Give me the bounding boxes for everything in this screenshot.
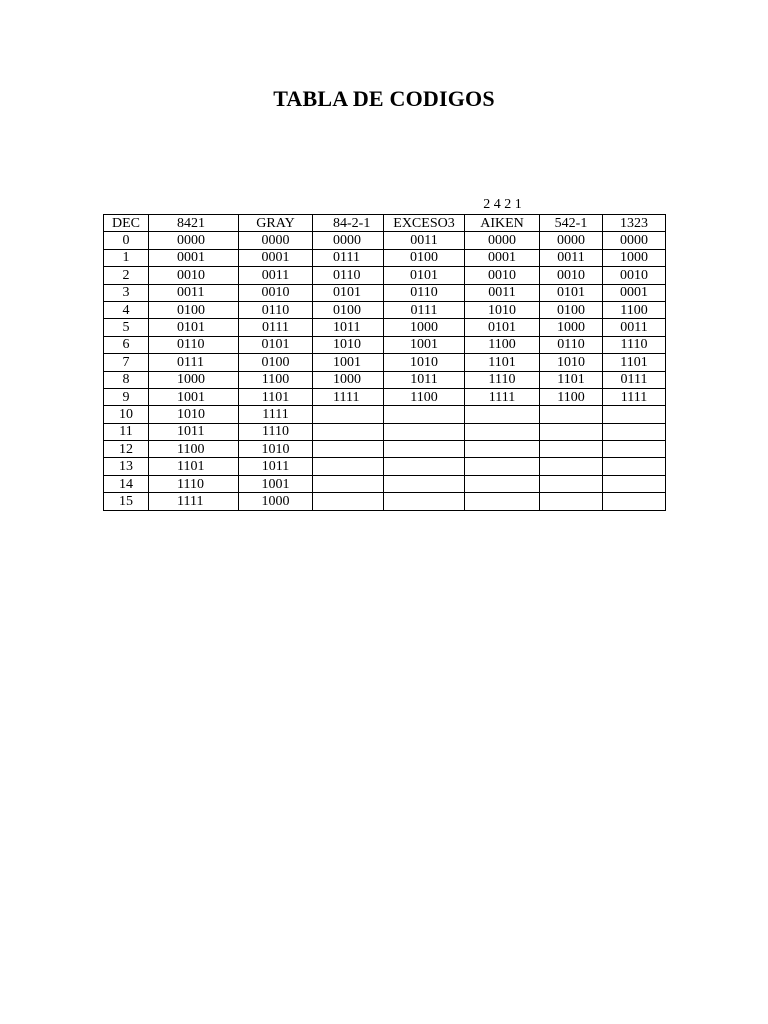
table-row bbox=[104, 388, 666, 405]
table-cell: 1110 bbox=[239, 423, 313, 440]
table-cell bbox=[603, 458, 666, 475]
column-header: 1323 bbox=[603, 215, 666, 232]
table-cell: 0010 bbox=[603, 267, 666, 284]
table-cell: 0111 bbox=[149, 354, 239, 371]
table-cell: 1101 bbox=[540, 371, 603, 388]
table-cell: 1010 bbox=[540, 354, 603, 371]
table-cell bbox=[540, 406, 603, 423]
table-cell: 1010 bbox=[465, 301, 540, 318]
table-cell: 0000 bbox=[149, 232, 239, 249]
table-cell: 1001 bbox=[149, 388, 239, 405]
table-row bbox=[104, 249, 666, 266]
table-cell: 1001 bbox=[313, 354, 384, 371]
table-cell: 12 bbox=[104, 441, 149, 458]
table-cell: 0110 bbox=[313, 267, 384, 284]
table-cell: 0100 bbox=[540, 301, 603, 318]
table-row bbox=[104, 336, 666, 353]
table-cell: 13 bbox=[104, 458, 149, 475]
table-cell: 0000 bbox=[313, 232, 384, 249]
table-cell: 1100 bbox=[149, 441, 239, 458]
table-cell: 0011 bbox=[149, 284, 239, 301]
table-cell: 1000 bbox=[149, 371, 239, 388]
table-row bbox=[104, 406, 666, 423]
table-cell bbox=[465, 493, 540, 510]
column-header: EXCESO3 bbox=[384, 215, 465, 232]
page-title: TABLA DE CODIGOS bbox=[273, 86, 495, 111]
table-cell: 0000 bbox=[540, 232, 603, 249]
table-cell: 1111 bbox=[313, 388, 384, 405]
table-cell: 14 bbox=[104, 475, 149, 492]
table-cell: 11 bbox=[104, 423, 149, 440]
table-cell: 0010 bbox=[465, 267, 540, 284]
table-cell: 0010 bbox=[540, 267, 603, 284]
table-cell bbox=[540, 458, 603, 475]
table-row bbox=[104, 458, 666, 475]
table-cell: 1111 bbox=[603, 388, 666, 405]
table-cell: 0011 bbox=[465, 284, 540, 301]
table-cell: 0001 bbox=[603, 284, 666, 301]
table-cell: 0000 bbox=[603, 232, 666, 249]
table-cell: 1010 bbox=[313, 336, 384, 353]
column-header: 84-2-1 bbox=[313, 215, 384, 232]
table-cell: 0100 bbox=[384, 249, 465, 266]
table-cell: 0101 bbox=[149, 319, 239, 336]
table-cell: 0000 bbox=[239, 232, 313, 249]
table-cell: 1001 bbox=[239, 475, 313, 492]
code-table bbox=[103, 214, 666, 511]
table-cell: 1010 bbox=[384, 354, 465, 371]
table-row bbox=[104, 232, 666, 249]
table-cell: 0101 bbox=[239, 336, 313, 353]
table-cell bbox=[603, 406, 666, 423]
table-cell: 0101 bbox=[384, 267, 465, 284]
table-cell: 0110 bbox=[149, 336, 239, 353]
table-cell bbox=[603, 475, 666, 492]
table-row bbox=[104, 319, 666, 336]
table-cell bbox=[465, 406, 540, 423]
table-cell bbox=[540, 441, 603, 458]
table-cell bbox=[313, 441, 384, 458]
table-cell bbox=[384, 458, 465, 475]
table-cell: 1111 bbox=[465, 388, 540, 405]
table-cell: 3 bbox=[104, 284, 149, 301]
table-cell: 1100 bbox=[540, 388, 603, 405]
table-cell: 5 bbox=[104, 319, 149, 336]
table-cell bbox=[540, 423, 603, 440]
column-header: DEC bbox=[104, 215, 149, 232]
table-row bbox=[104, 475, 666, 492]
table-cell: 1000 bbox=[603, 249, 666, 266]
table-cell: 1000 bbox=[313, 371, 384, 388]
table-cell: 10 bbox=[104, 406, 149, 423]
table-cell: 4 bbox=[104, 301, 149, 318]
table-row bbox=[104, 441, 666, 458]
table-cell: 0 bbox=[104, 232, 149, 249]
table-cell bbox=[540, 475, 603, 492]
table-cell: 1011 bbox=[149, 423, 239, 440]
table-cell: 0011 bbox=[540, 249, 603, 266]
table-cell bbox=[465, 441, 540, 458]
table-cell: 1011 bbox=[313, 319, 384, 336]
table-cell: 1100 bbox=[384, 388, 465, 405]
table-cell: 1010 bbox=[239, 441, 313, 458]
header-row bbox=[104, 215, 666, 232]
table-cell: 1000 bbox=[384, 319, 465, 336]
table-cell: 0011 bbox=[384, 232, 465, 249]
table-cell: 0100 bbox=[313, 301, 384, 318]
table-cell: 0100 bbox=[239, 354, 313, 371]
table-cell: 0111 bbox=[384, 301, 465, 318]
column-header: AIKEN bbox=[465, 215, 540, 232]
table-cell bbox=[603, 441, 666, 458]
table-cell: 1101 bbox=[603, 354, 666, 371]
table-cell: 0111 bbox=[313, 249, 384, 266]
table-cell bbox=[313, 458, 384, 475]
table-cell: 1100 bbox=[603, 301, 666, 318]
table-cell: 0001 bbox=[149, 249, 239, 266]
table-cell: 1101 bbox=[465, 354, 540, 371]
table-cell bbox=[313, 493, 384, 510]
table-cell bbox=[465, 475, 540, 492]
table-cell: 1100 bbox=[465, 336, 540, 353]
table-cell: 0001 bbox=[465, 249, 540, 266]
table-cell: 0110 bbox=[540, 336, 603, 353]
table-cell: 0100 bbox=[149, 301, 239, 318]
table-cell: 0110 bbox=[384, 284, 465, 301]
table-cell: 1111 bbox=[149, 493, 239, 510]
table-cell: 0111 bbox=[239, 319, 313, 336]
table-cell: 0001 bbox=[239, 249, 313, 266]
table-cell bbox=[384, 423, 465, 440]
table-cell bbox=[540, 493, 603, 510]
table-cell bbox=[384, 493, 465, 510]
table-cell: 1011 bbox=[384, 371, 465, 388]
table-cell: 1101 bbox=[149, 458, 239, 475]
table-cell: 2 bbox=[104, 267, 149, 284]
table-cell bbox=[313, 423, 384, 440]
table-cell: 1110 bbox=[465, 371, 540, 388]
table-cell: 0010 bbox=[239, 284, 313, 301]
table-cell: 0011 bbox=[239, 267, 313, 284]
table-row bbox=[104, 371, 666, 388]
table-cell: 0011 bbox=[603, 319, 666, 336]
table-cell: 15 bbox=[104, 493, 149, 510]
table-cell: 1000 bbox=[239, 493, 313, 510]
table-cell: 0101 bbox=[465, 319, 540, 336]
table-cell bbox=[465, 458, 540, 475]
table-cell: 0000 bbox=[465, 232, 540, 249]
table-cell bbox=[313, 475, 384, 492]
aiken-weights-label: 2 4 2 1 bbox=[483, 197, 522, 212]
table-cell: 1011 bbox=[239, 458, 313, 475]
table-cell bbox=[465, 423, 540, 440]
table-cell bbox=[384, 475, 465, 492]
table-cell: 8 bbox=[104, 371, 149, 388]
table-row bbox=[104, 493, 666, 510]
column-header: 8421 bbox=[149, 215, 239, 232]
table-cell: 6 bbox=[104, 336, 149, 353]
table-cell bbox=[384, 441, 465, 458]
table-row bbox=[104, 423, 666, 440]
table-cell: 1001 bbox=[384, 336, 465, 353]
table-row bbox=[104, 301, 666, 318]
column-header: GRAY bbox=[239, 215, 313, 232]
column-header: 542-1 bbox=[540, 215, 603, 232]
table-cell: 1010 bbox=[149, 406, 239, 423]
table-cell: 1110 bbox=[603, 336, 666, 353]
table-cell bbox=[603, 493, 666, 510]
table-cell: 0101 bbox=[540, 284, 603, 301]
table-cell: 1 bbox=[104, 249, 149, 266]
table-cell: 0010 bbox=[149, 267, 239, 284]
table-cell bbox=[313, 406, 384, 423]
table-cell bbox=[603, 423, 666, 440]
table-cell: 0110 bbox=[239, 301, 313, 318]
table-cell: 1101 bbox=[239, 388, 313, 405]
table-cell: 1110 bbox=[149, 475, 239, 492]
table-row bbox=[104, 284, 666, 301]
table-cell: 9 bbox=[104, 388, 149, 405]
table-cell bbox=[384, 406, 465, 423]
table-row bbox=[104, 354, 666, 371]
table-cell: 1111 bbox=[239, 406, 313, 423]
table-cell: 1000 bbox=[540, 319, 603, 336]
table-cell: 0101 bbox=[313, 284, 384, 301]
table-cell: 7 bbox=[104, 354, 149, 371]
table-row bbox=[104, 267, 666, 284]
table-cell: 0111 bbox=[603, 371, 666, 388]
table-cell: 1100 bbox=[239, 371, 313, 388]
